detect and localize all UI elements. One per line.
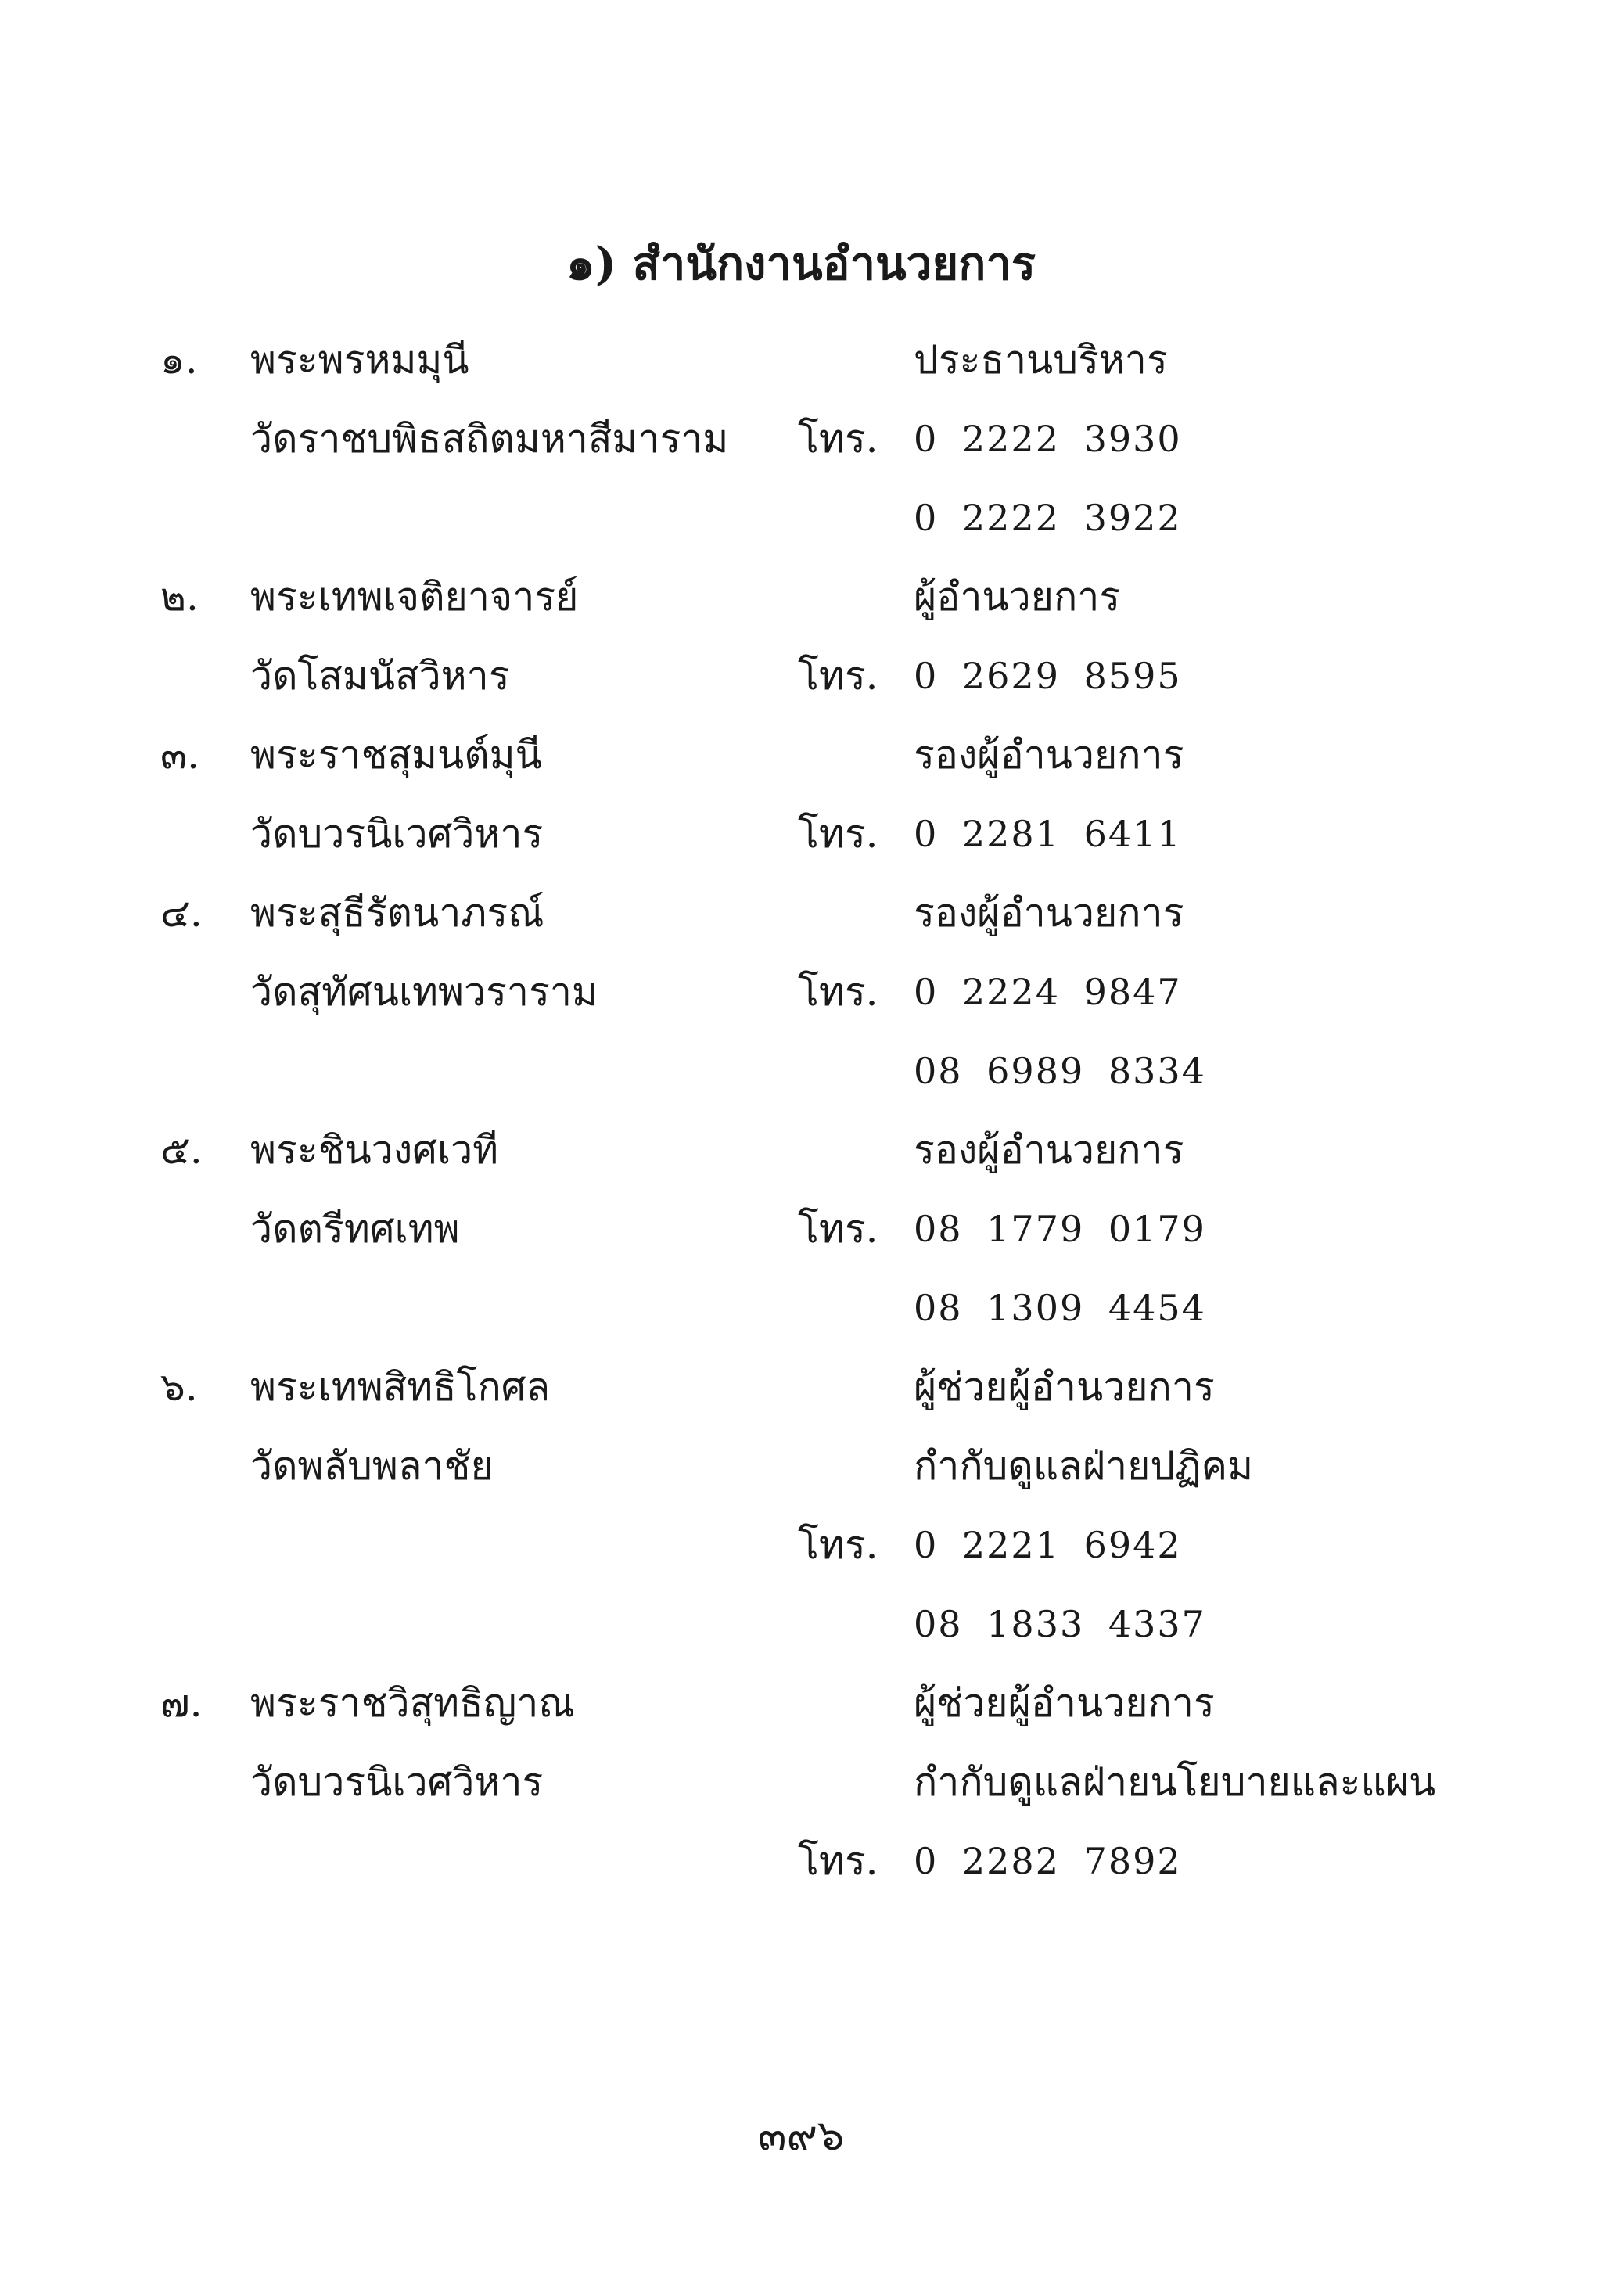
- phone-number: 08 1779 0179: [914, 1208, 1206, 1250]
- phone-number: 08 6989 8334: [914, 1050, 1206, 1092]
- phone-number: 0 2222 3922: [914, 497, 1182, 539]
- list-item: [0, 1506, 1602, 1585]
- list-item: [0, 1032, 1602, 1111]
- tel-label: โทร.: [798, 416, 878, 462]
- list-item: [0, 1190, 1602, 1269]
- entry-name: วัดตรีทศเทพ: [250, 1206, 460, 1252]
- tel-label: โทร.: [798, 811, 878, 857]
- entry-name: วัดสุทัศนเทพวราราม: [250, 969, 598, 1015]
- phone-number: 0 2629 8595: [914, 655, 1182, 697]
- page-number: ๓๙๖: [757, 2111, 845, 2160]
- list-item: [0, 1743, 1602, 1822]
- entry-position: รองผู้อำนวยการ: [914, 890, 1184, 936]
- entry-position: รองผู้อำนวยการ: [914, 732, 1184, 778]
- entry-name: พระเทพสิทธิโกศล: [250, 1364, 551, 1410]
- list-item: [0, 1427, 1602, 1506]
- list-item: [0, 1664, 1602, 1743]
- directory-list: [0, 321, 1602, 1901]
- list-item: [0, 874, 1602, 953]
- entry-position: รองผู้อำนวยการ: [914, 1127, 1184, 1173]
- phone-number: 0 2282 7892: [914, 1840, 1182, 1882]
- phone-number: 0 2221 6942: [914, 1524, 1182, 1566]
- list-item: [0, 1111, 1602, 1190]
- phone-number: 08 1309 4454: [914, 1287, 1206, 1329]
- entry-number: ๒.: [160, 574, 199, 620]
- tel-label: โทร.: [798, 969, 878, 1015]
- entry-position: ผู้ช่วยผู้อำนวยการ: [914, 1364, 1215, 1410]
- entry-name: พระเทพเจติยาจารย์: [250, 574, 579, 620]
- entry-position: กำกับดูแลฝ่ายปฏิคม: [914, 1443, 1254, 1489]
- entry-number: ๓.: [160, 732, 200, 778]
- entry-name: วัดโสมนัสวิหาร: [250, 653, 510, 699]
- tel-label: โทร.: [798, 653, 878, 699]
- entry-position: ประธานบริหาร: [914, 337, 1168, 383]
- list-item: [0, 558, 1602, 637]
- phone-number: 08 1833 4337: [914, 1603, 1206, 1645]
- list-item: [0, 795, 1602, 874]
- list-item: [0, 400, 1602, 479]
- entry-position: กำกับดูแลฝ่ายนโยบายและแผน: [914, 1759, 1436, 1805]
- page-title: ๑) สำนักงานอำนวยการ: [566, 237, 1036, 290]
- entry-name: พระสุธีรัตนาภรณ์: [250, 890, 544, 936]
- phone-number: 0 2222 3930: [914, 418, 1182, 460]
- entry-name: พระพรหมมุนี: [250, 337, 469, 383]
- list-item: [0, 953, 1602, 1032]
- entry-name: วัดบวรนิเวศวิหาร: [250, 811, 544, 857]
- tel-label: โทร.: [798, 1522, 878, 1568]
- entry-name: วัดบวรนิเวศวิหาร: [250, 1759, 544, 1805]
- list-item: [0, 1348, 1602, 1427]
- entry-name: พระราชวิสุทธิญาณ: [250, 1680, 575, 1726]
- list-item: [0, 1822, 1602, 1901]
- phone-number: 0 2224 9847: [914, 971, 1182, 1013]
- entry-number: ๑.: [160, 337, 198, 383]
- entry-name: วัดพลับพลาชัย: [250, 1443, 494, 1489]
- entry-number: ๔.: [160, 890, 203, 936]
- entry-number: ๕.: [160, 1127, 203, 1173]
- entry-position: ผู้อำนวยการ: [914, 574, 1121, 620]
- list-item: [0, 716, 1602, 795]
- entry-number: ๗.: [160, 1680, 203, 1726]
- entry-name: พระราชสุมนต์มุนี: [250, 732, 542, 778]
- list-item: [0, 1585, 1602, 1664]
- list-item: [0, 637, 1602, 716]
- phone-number: 0 2281 6411: [914, 813, 1182, 855]
- list-item: [0, 479, 1602, 558]
- tel-label: โทร.: [798, 1206, 878, 1252]
- entry-number: ๖.: [160, 1364, 198, 1410]
- tel-label: โทร.: [798, 1838, 878, 1884]
- list-item: [0, 1269, 1602, 1348]
- entry-name: พระชินวงศเวที: [250, 1127, 499, 1173]
- entry-position: ผู้ช่วยผู้อำนวยการ: [914, 1680, 1215, 1726]
- entry-name: วัดราชบพิธสถิตมหาสีมาราม: [250, 416, 729, 462]
- list-item: [0, 321, 1602, 400]
